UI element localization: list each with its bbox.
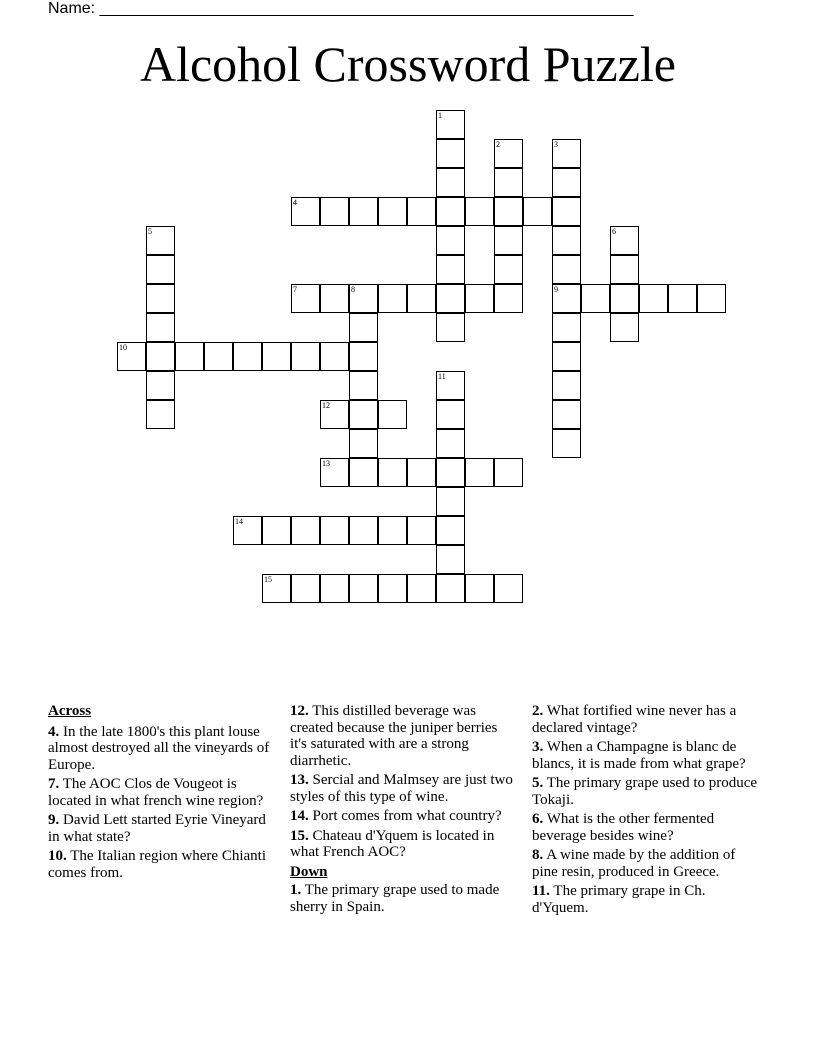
grid-cell[interactable] bbox=[552, 400, 581, 429]
grid-cell[interactable] bbox=[320, 284, 349, 313]
clue-number: 1 bbox=[438, 111, 442, 120]
grid-cell[interactable] bbox=[436, 574, 465, 603]
grid-cell[interactable] bbox=[465, 197, 494, 226]
clue-down-1: 1. The primary grape used to made sherry in Spain. bbox=[290, 882, 500, 915]
grid-cell[interactable] bbox=[436, 313, 465, 342]
grid-cell[interactable] bbox=[436, 168, 465, 197]
grid-cell[interactable] bbox=[378, 284, 407, 313]
clue-across-14: 14. Port comes from what country? bbox=[290, 808, 502, 824]
page-title: Alcohol Crossword Puzzle bbox=[139, 36, 677, 92]
grid-cell[interactable] bbox=[552, 429, 581, 458]
grid-cell[interactable] bbox=[320, 400, 349, 429]
clue-across-10: 10. The Italian region where Chianti comes from. bbox=[48, 848, 266, 881]
grid-cell[interactable] bbox=[407, 516, 436, 545]
clue-number: 4 bbox=[293, 198, 297, 207]
grid-cell[interactable] bbox=[494, 226, 523, 255]
grid-cell[interactable] bbox=[465, 458, 494, 487]
grid-cell[interactable] bbox=[146, 226, 175, 255]
grid-cell[interactable] bbox=[436, 487, 465, 516]
grid-cell[interactable] bbox=[378, 574, 407, 603]
grid-cell[interactable] bbox=[349, 516, 378, 545]
grid-cell[interactable] bbox=[291, 284, 320, 313]
grid-cell[interactable] bbox=[436, 429, 465, 458]
clues-column-2 bbox=[290, 703, 516, 918]
grid-cell[interactable] bbox=[349, 429, 378, 458]
clue-across-9: 9. David Lett started Eyrie Vineyard in what state? bbox=[48, 812, 266, 845]
grid-cell[interactable] bbox=[291, 574, 320, 603]
grid-cell[interactable] bbox=[552, 168, 581, 197]
grid-cell[interactable] bbox=[436, 458, 465, 487]
grid-cell[interactable] bbox=[262, 574, 291, 603]
grid-cell[interactable] bbox=[552, 284, 581, 313]
clue-number: 10 bbox=[119, 343, 127, 352]
grid-cell[interactable] bbox=[378, 458, 407, 487]
grid-cell[interactable] bbox=[349, 313, 378, 342]
grid-cell[interactable] bbox=[552, 139, 581, 168]
grid-cell[interactable] bbox=[407, 458, 436, 487]
grid-cell[interactable] bbox=[494, 284, 523, 313]
grid-cell[interactable] bbox=[610, 284, 639, 313]
clue-across-15: 15. Chateau d'Yquem is located in what French AOC? bbox=[290, 827, 495, 860]
grid-cell[interactable] bbox=[175, 342, 204, 371]
clue-number: 8 bbox=[351, 285, 355, 294]
down-heading: Down bbox=[290, 863, 328, 880]
grid-cell[interactable] bbox=[146, 371, 175, 400]
grid-cell[interactable] bbox=[436, 139, 465, 168]
grid-cell[interactable] bbox=[349, 371, 378, 400]
clue-number: 7 bbox=[293, 285, 297, 294]
grid-cell[interactable] bbox=[552, 313, 581, 342]
grid-cell[interactable] bbox=[117, 342, 146, 371]
grid-cell[interactable] bbox=[291, 197, 320, 226]
grid-cell[interactable] bbox=[552, 255, 581, 284]
grid-cell[interactable] bbox=[320, 197, 349, 226]
grid-cell[interactable] bbox=[436, 226, 465, 255]
clue-number: 14 bbox=[235, 517, 243, 526]
grid-cell[interactable] bbox=[320, 458, 349, 487]
grid-cell[interactable] bbox=[494, 574, 523, 603]
grid-cell[interactable] bbox=[465, 574, 494, 603]
grid-cell[interactable] bbox=[494, 458, 523, 487]
grid-cell[interactable] bbox=[436, 255, 465, 284]
grid-cell[interactable] bbox=[349, 284, 378, 313]
grid-cell[interactable] bbox=[291, 516, 320, 545]
grid-cell[interactable] bbox=[262, 516, 291, 545]
grid-cell[interactable] bbox=[407, 197, 436, 226]
name-field[interactable]: Name: ____________________________________________________________ bbox=[48, 0, 634, 17]
grid-cell[interactable] bbox=[465, 284, 494, 313]
grid-cell[interactable] bbox=[436, 371, 465, 400]
grid-cell[interactable] bbox=[146, 342, 175, 371]
grid-cell[interactable] bbox=[204, 342, 233, 371]
clues-column-1 bbox=[48, 703, 274, 884]
grid-cell[interactable] bbox=[668, 284, 697, 313]
grid-cell[interactable] bbox=[436, 545, 465, 574]
grid-cell[interactable] bbox=[262, 342, 291, 371]
grid-cell[interactable] bbox=[610, 226, 639, 255]
clue-number: 15 bbox=[264, 575, 272, 584]
grid-cell[interactable] bbox=[494, 255, 523, 284]
clue-number: 5 bbox=[148, 227, 152, 236]
clue-down-3: 3. When a Champagne is blanc de blancs, it is made from what grape? bbox=[532, 739, 746, 772]
grid-cell[interactable] bbox=[552, 371, 581, 400]
clue-across-7: 7. The AOC Clos de Vougeot is located in what french wine region? bbox=[48, 776, 264, 809]
grid-cell[interactable] bbox=[436, 516, 465, 545]
clue-number: 13 bbox=[322, 459, 330, 468]
grid-cell[interactable] bbox=[378, 197, 407, 226]
grid-cell[interactable] bbox=[349, 458, 378, 487]
clues-column-3 bbox=[532, 703, 760, 919]
clue-down-5: 5. The primary grape used to produce Tokaji. bbox=[532, 775, 758, 808]
grid-cell[interactable] bbox=[552, 342, 581, 371]
clue-number: 11 bbox=[438, 372, 446, 381]
grid-cell[interactable] bbox=[581, 284, 610, 313]
grid-cell[interactable] bbox=[697, 284, 726, 313]
grid-cell[interactable] bbox=[552, 197, 581, 226]
grid-cell[interactable] bbox=[320, 516, 349, 545]
clue-across-13: 13. Sercial and Malmsey are just two styles of this type of wine. bbox=[290, 772, 513, 805]
clue-number: 3 bbox=[554, 140, 558, 149]
grid-cell[interactable] bbox=[146, 255, 175, 284]
across-heading: Across bbox=[48, 703, 92, 719]
grid-cell[interactable] bbox=[639, 284, 668, 313]
clue-across-4: 4. In the late 1800's this plant louse almost destroyed all the vineyards of Europe. bbox=[48, 723, 270, 773]
grid-cell[interactable] bbox=[494, 139, 523, 168]
grid-cell[interactable] bbox=[523, 197, 552, 226]
grid-cell[interactable] bbox=[494, 197, 523, 226]
grid-cell[interactable] bbox=[378, 400, 407, 429]
clue-down-8: 8. A wine made by the addition of pine resin, produced in Greece. bbox=[532, 847, 736, 880]
grid-cell[interactable] bbox=[436, 197, 465, 226]
grid-cell[interactable] bbox=[552, 226, 581, 255]
grid-cell[interactable] bbox=[146, 313, 175, 342]
grid-cell[interactable] bbox=[233, 342, 262, 371]
grid-cell[interactable] bbox=[436, 400, 465, 429]
grid-cell[interactable] bbox=[407, 284, 436, 313]
grid-cell[interactable] bbox=[146, 400, 175, 429]
clue-number: 12 bbox=[322, 401, 330, 410]
clue-down-11: 11. The primary grape in Ch. d'Yquem. bbox=[532, 883, 706, 916]
grid-cell[interactable] bbox=[378, 516, 407, 545]
clue-number: 2 bbox=[496, 140, 500, 149]
grid-cell[interactable] bbox=[146, 284, 175, 313]
grid-cell[interactable] bbox=[349, 400, 378, 429]
clue-number: 9 bbox=[554, 285, 558, 294]
grid-cell[interactable] bbox=[494, 168, 523, 197]
grid-cell[interactable] bbox=[436, 284, 465, 313]
grid-cell[interactable] bbox=[436, 110, 465, 139]
grid-cell[interactable] bbox=[320, 342, 349, 371]
grid-cell[interactable] bbox=[349, 574, 378, 603]
grid-cell[interactable] bbox=[349, 197, 378, 226]
clue-number: 6 bbox=[612, 227, 616, 236]
grid-cell[interactable] bbox=[320, 574, 349, 603]
grid-cell[interactable] bbox=[407, 574, 436, 603]
grid-cell[interactable] bbox=[610, 255, 639, 284]
clue-down-2: 2. What fortified wine never has a declared vintage? bbox=[532, 703, 737, 736]
clue-across-12: 12. This distilled beverage was created because the juniper berries it's saturated with are a strong diarrhetic. bbox=[290, 703, 498, 769]
grid-cell[interactable] bbox=[233, 516, 262, 545]
clue-down-6: 6. What is the other fermented beverage besides wine? bbox=[532, 811, 715, 844]
grid-cell[interactable] bbox=[610, 313, 639, 342]
grid-cell[interactable] bbox=[349, 342, 378, 371]
grid-cell[interactable] bbox=[291, 342, 320, 371]
